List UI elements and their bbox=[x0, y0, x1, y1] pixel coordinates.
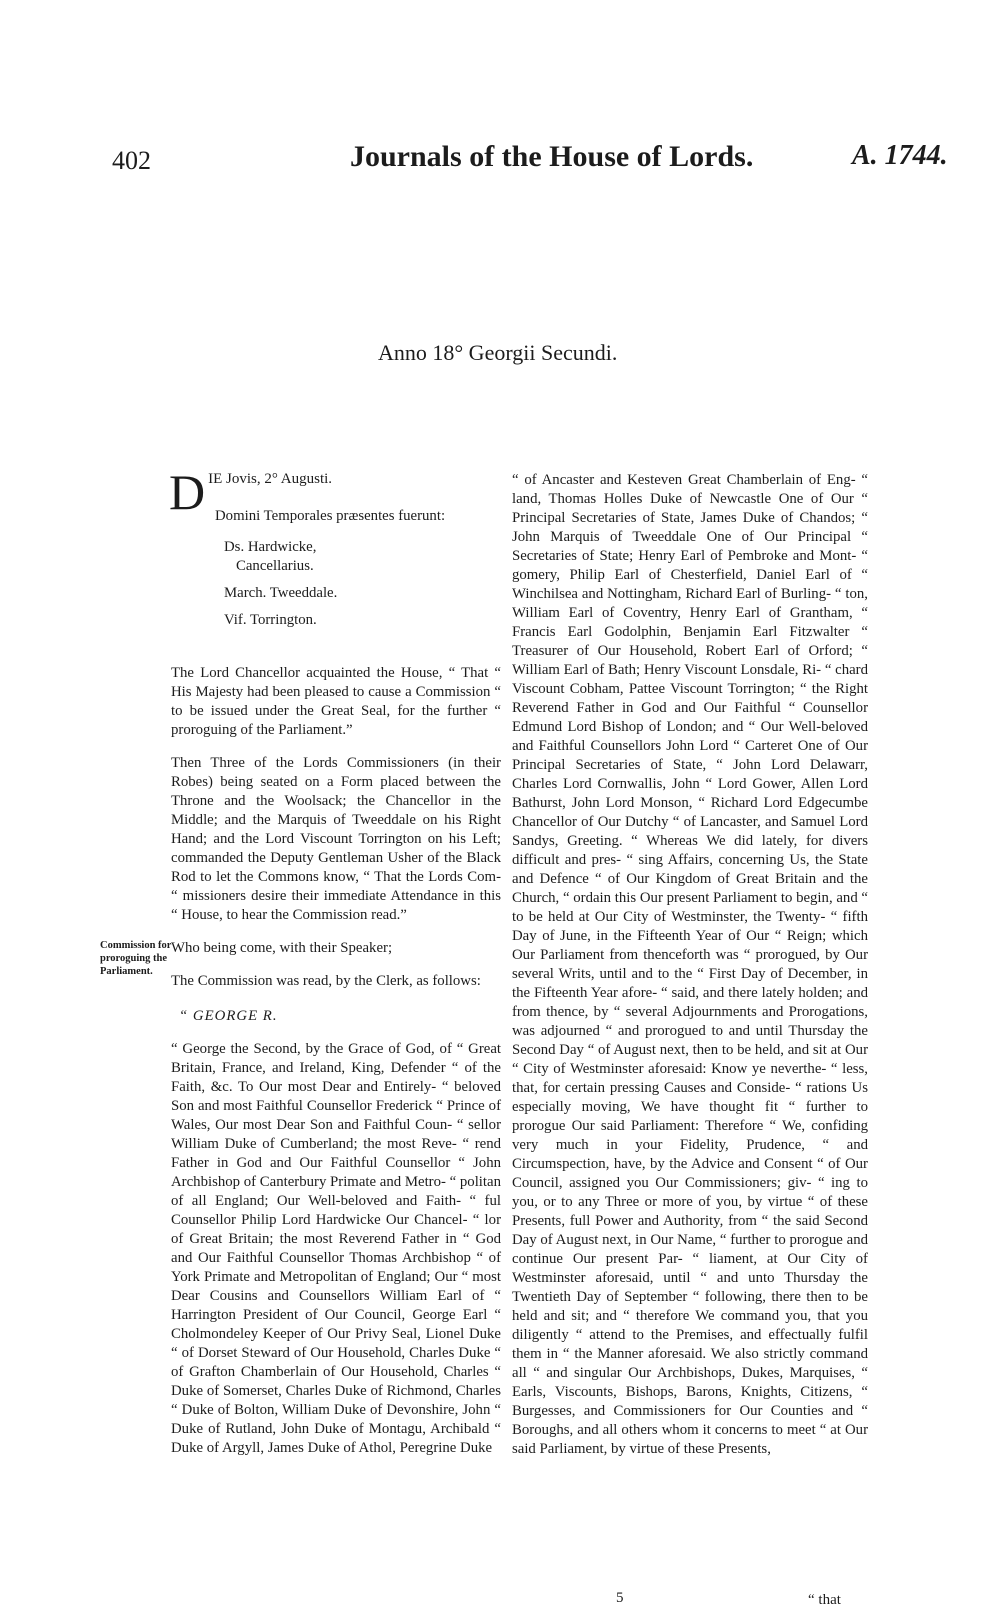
right-column bbox=[512, 471, 868, 1459]
present-heading: Domini Temporales præsentes fuerunt: bbox=[215, 508, 446, 524]
margin-note: Commission for proroguing the Parliament. bbox=[100, 940, 172, 977]
lord-entry: Ds. Hardwicke, bbox=[224, 539, 317, 555]
paragraph: The Commission was read, by the Clerk, as follows: bbox=[171, 973, 481, 989]
paragraph: The Lord Chancellor acquainted the House, “ That “ His Majesty had been pleased to cause a Commission “ to be issued under the Great Seal, for the further “ proroguing of the Parliament.” bbox=[171, 665, 501, 738]
commission-text-continued: “ of Ancaster and Kesteven Great Chamberlain of Eng- “ land, Thomas Holles Duke of Newcastle One of Our “ Principal Secretaries of State, James Duke of Chandos; “ John Marquis of Tweeddale One of Our Principal “ Secretaries of State; Henry Earl of Pembroke and Mont- “ gomery, Philip Earl of Chesterfield, Daniel Earl of “ Winchilsea and Nottingham, Richard Earl of Burling- “ ton, William Earl of Coventry, Henry Earl of Grantham, “ Francis Earl Godolphin, Benjamin Earl Fitzwalter “ Treasurer of Our Household, Robert Earl of Orford; “ William Earl of Bath; Henry Viscount Lonsdale, Ri- “ chard Viscount Cobham, Pattee Viscount Torrington; “ the Right Reverend Father in God and Our Faithful “ Counsellor Edmund Lord Bishop of London; and “ Our Well-beloved and Faithful Counsellors John Lord “ Carteret One of Our Principal Secretaries of State, “ John Lord Delawarr, Charles Lord Cornwallis, John “ Lord Gower, Allen Lord Bathurst, John Lord Monson, “ Richard Lord Edgecumbe Chancellor of Our Dutchy “ of Lancaster, and Samuel Lord Sandys, Greeting. “ Whereas We did lately, for divers difficult and pres- “ sing Affairs, concerning Us, the State and Defence “ of Our Kingdom of Great Britain and the Church, “ ordain this Our present Parliament to begin, and “ to be held at Our City of Westminster, the Twenty- “ fifth Day of June, in the Fifteenth Year of Our “ Reign; which Our Parliament from thenceforth was “ prorogued, by Our several Writs, until and to the “ First Day of December, in the Fifteenth Year afore- “ said, and there lately holden; and from thence, by “ several Adjournments and Prorogations, was adjourned “ and prorogued to and until Thursday the Second Day “ of August next, then to be held, and sit at Our “ City of Westminster aforesaid: Know ye neverthe- “ less, that, for certain pressing Causes and Conside- “ rations Us especially moving, We have thought fit “ further to prorogue Our said Parliament: Therefore “ We, confiding very much in your Fidelity, Prudence, “ and Circumspection, have, by the Advice and Consent “ of Our Council, assigned you Our Commissioners; giv- “ ing to you, or to any Three or more of you, by virtue “ of these Presents, full Power and Authority, from “ the said Second Day of August next, in Our Name, “ further to prorogue and continue Our present Par- “ liament, at Our City of Westminster aforesaid, until “ and unto Thursday the Twentieth Day of September “ following, there then to be held and sit; and “ therefore We command you, that you diligently “ attend to the Premises, and effectually fulfil them in “ the Manner aforesaid. We also strictly command all “ and singular Our Archbishops, Dukes, Marquises, “ Earls, Viscounts, Bishops, Barons, Knights, Citizens, “ Burgesses, and Commissioners for Our Counties and “ Boroughs, and all others whom it concerns to meet “ at Our said Parliament, by virtue of these Presents, bbox=[512, 472, 868, 1457]
paragraph: Then Three of the Lords Commissioners (in their Robes) being seated on a Form placed between the Throne and the Woolsack; the Chancellor in the Middle; and the Marquis of Tweeddale on his Right Hand; and the Lord Viscount Torrington on his Left; commanded the Deputy Gentleman Usher of the Black Rod to let the Commons know, “ That the Lords Com- “ missioners desire their immediate Attendance in this “ House, to hear the Commission read.” bbox=[171, 755, 501, 923]
lord-entry: March. Tweeddale. bbox=[224, 585, 338, 601]
running-title: Journals of the House of Lords. bbox=[350, 140, 754, 173]
date-text: IE Jovis, 2° Augusti. bbox=[208, 471, 333, 487]
lord-entry: Vif. Torrington. bbox=[224, 612, 317, 628]
royal-signature: “ GEORGE R. bbox=[179, 1008, 278, 1024]
signature-mark: 5 bbox=[616, 1590, 624, 1606]
catchword: “ that bbox=[808, 1592, 841, 1608]
left-column bbox=[169, 464, 501, 1458]
drop-cap: D bbox=[169, 464, 206, 520]
session-heading: Anno 18° Georgii Secundi. bbox=[378, 340, 618, 365]
lord-entry: Cancellarius. bbox=[236, 558, 314, 574]
commission-text: “ George the Second, by the Grace of God, of “ Great Britain, France, and Ireland, King, Defender “ of the Faith, &c. To Our most Dear and Entirely- “ beloved Son and most Faithful Counsellor Frederick “ Prince of Wales, Our most Dear Son and Faithful Coun- “ sellor William Duke of Cumberland; the most Reve- “ rend Father in God and Our Faithful Counsellor “ John Archbishop of Canterbury Primate and Metro- “ politan of all England; Our Well-beloved and Faith- “ ful Counsellor Philip Lord Hardwicke Our Chancel- “ lor of Great Britain; the most Reverend Father in “ God and Our Faithful Counsellor Thomas Archbishop “ of York Primate and Metropolitan of England; Our “ most Dear Cousins and Counsellors William Earl of “ Harrington President of Our Council, George Earl “ Cholmondeley Keeper of Our Privy Seal, Lionel Duke “ of Dorset Steward of Our Household, Charles Duke “ of Grafton Chamberlain of Our Household, Charles “ Duke of Somerset, Charles Duke of Richmond, Charles “ Duke of Bolton, William Duke of Devonshire, John “ Duke of Rutland, John Duke of Montagu, Archibald “ Duke of Argyll, James Duke of Athol, Peregrine Duke bbox=[171, 1041, 501, 1456]
page-number: 402 bbox=[112, 146, 151, 175]
running-year: A. 1744. bbox=[852, 140, 948, 171]
paragraph: Who being come, with their Speaker; bbox=[171, 940, 393, 956]
lords-present-list bbox=[224, 538, 501, 630]
